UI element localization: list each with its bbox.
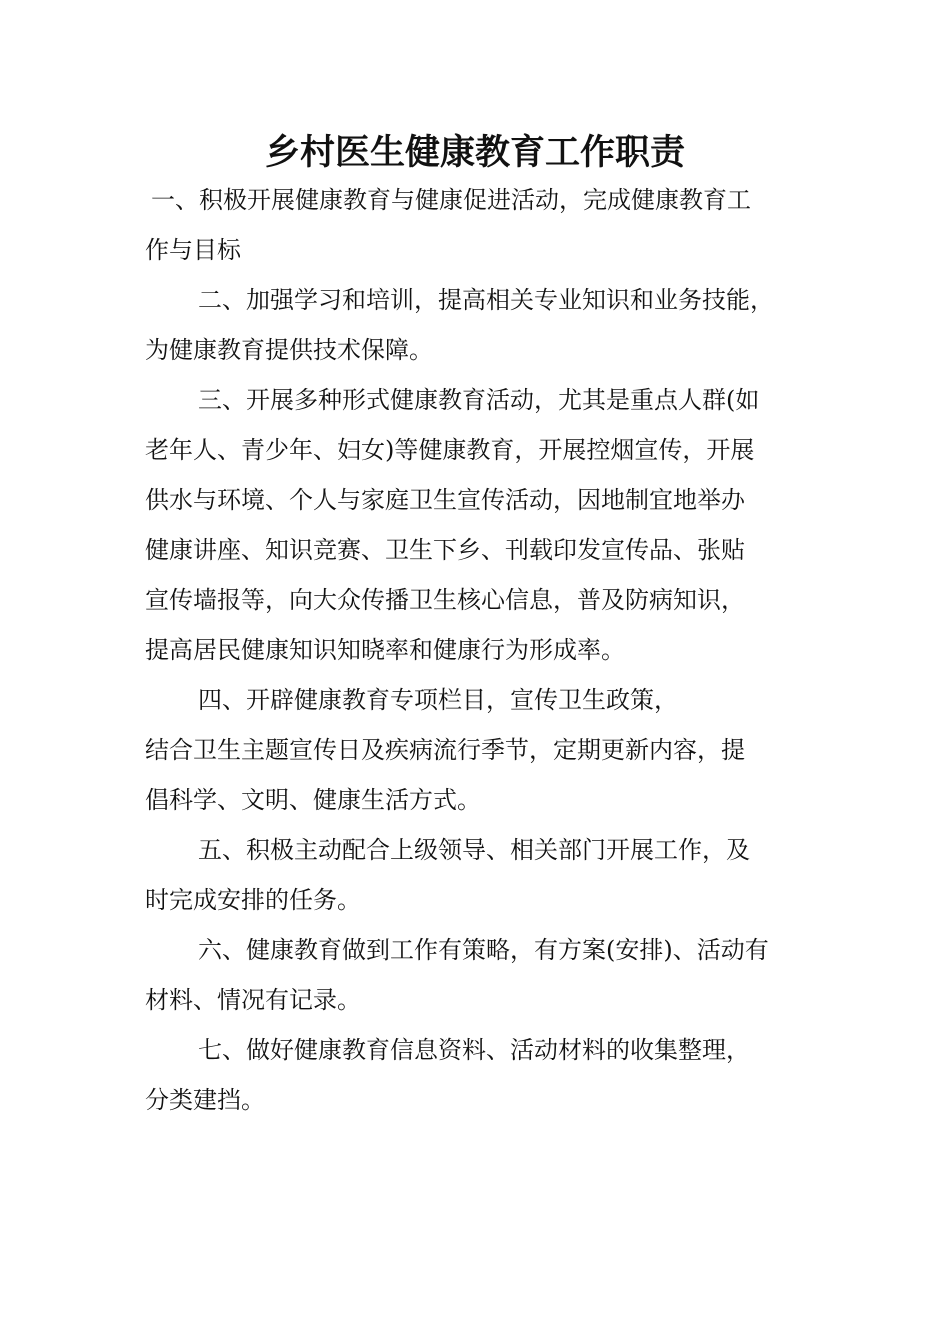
paragraph-line: 二、加强学习和培训，提高相关专业知识和业务技能， — [198, 286, 774, 314]
paragraph-line: 结合卫生主题宣传日及疾病流行季节，定期更新内容，提 — [145, 736, 745, 764]
paragraph-5 — [145, 825, 825, 925]
paragraph-4 — [145, 675, 825, 825]
paragraph-2 — [145, 275, 825, 375]
paragraph-line: 为健康教育提供技术保障。 — [145, 336, 433, 364]
paragraph-line: 时完成安排的任务。 — [145, 886, 361, 914]
paragraph-line: 分类建挡。 — [145, 1086, 265, 1114]
paragraph-line: 四、开辟健康教育专项栏目，宣传卫生政策， — [198, 686, 678, 714]
paragraph-line: 一、积极开展健康教育与健康促进活动，完成健康教育工 — [151, 186, 751, 214]
document-body — [145, 175, 825, 1125]
paragraph-line: 六、健康教育做到工作有策略，有方案(安排)、活动有 — [198, 936, 769, 964]
paragraph-7 — [145, 1025, 825, 1125]
paragraph-line: 健康讲座、知识竞赛、卫生下乡、刊载印发宣传品、张贴 — [145, 536, 745, 564]
paragraph-6 — [145, 925, 825, 1025]
paragraph-line: 供水与环境、个人与家庭卫生宣传活动，因地制宜地举办 — [145, 486, 745, 514]
paragraph-line: 宣传墙报等，向大众传播卫生核心信息，普及防病知识， — [145, 586, 745, 614]
paragraph-line: 三、开展多种形式健康教育活动，尤其是重点人群(如 — [198, 386, 760, 414]
paragraph-line: 老年人、青少年、妇女)等健康教育，开展控烟宣传，开展 — [145, 436, 755, 464]
paragraph-line: 五、积极主动配合上级领导、相关部门开展工作，及 — [198, 836, 750, 864]
paragraph-line: 提高居民健康知识知晓率和健康行为形成率。 — [145, 636, 625, 664]
paragraph-line: 倡科学、文明、健康生活方式。 — [145, 786, 481, 814]
paragraph-1 — [145, 175, 825, 275]
document-title: 乡村医生健康教育工作职责 — [264, 132, 685, 173]
paragraph-line: 材料、情况有记录。 — [145, 986, 361, 1014]
paragraph-line: 七、做好健康教育信息资料、活动材料的收集整理， — [198, 1036, 750, 1064]
paragraph-3 — [145, 375, 825, 675]
paragraph-line: 作与目标 — [145, 236, 241, 264]
